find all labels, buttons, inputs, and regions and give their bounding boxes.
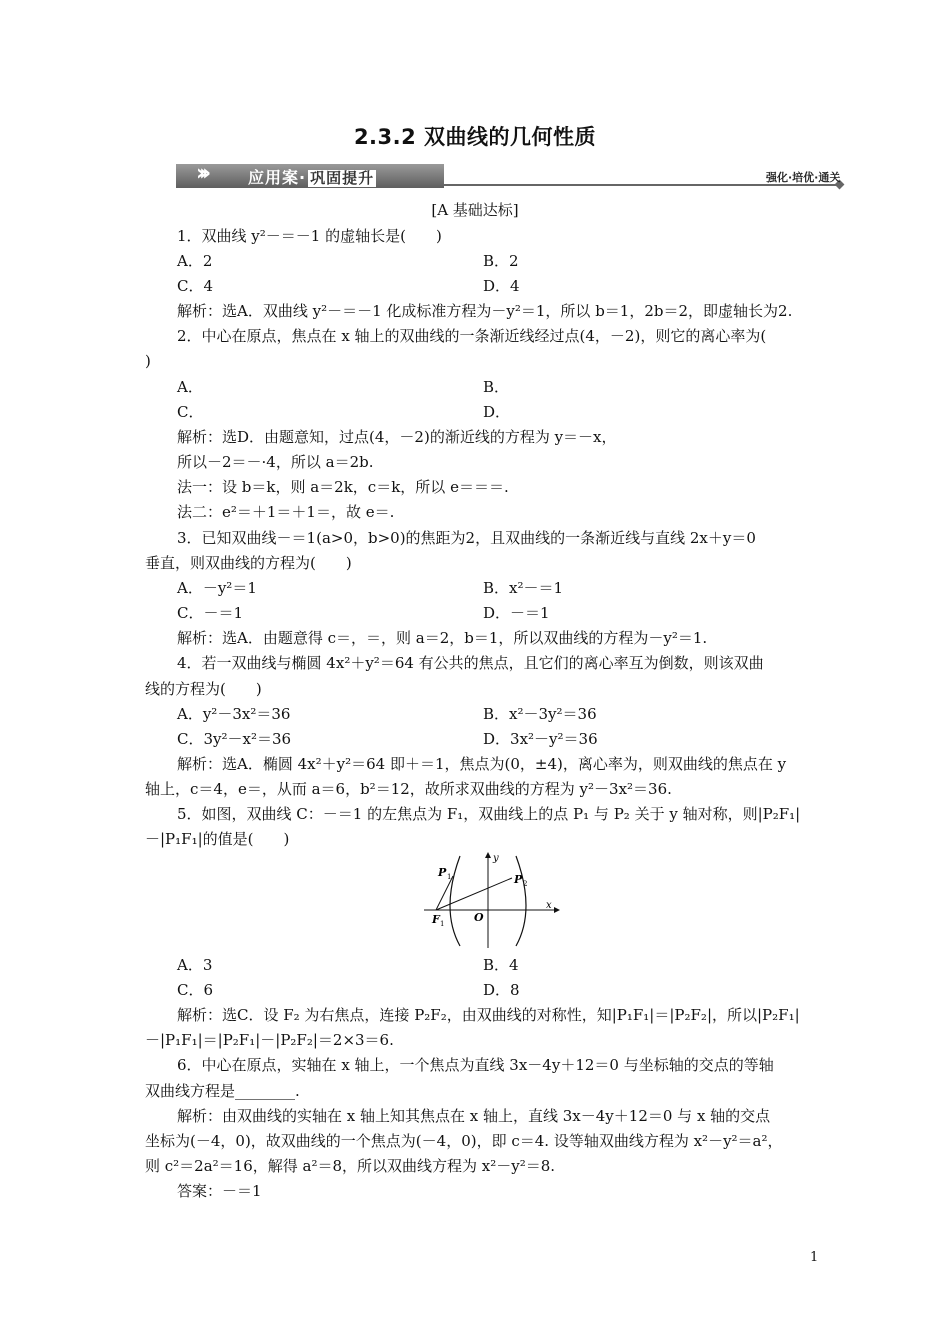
solution-text: 解析：选C．设 F₂ 为右焦点，连接 P₂F₂，由双曲线的对称性，知|P₁F₁|＝|P₂F₂|，所以|P₂F₁| (177, 1006, 800, 1024)
solution-text: 解析：选A．椭圆 4x²＋y²＝64 即＋＝1，焦点为(0，±4)，离心率为，则双曲线的焦点在 y (177, 755, 787, 773)
question-3: 3．已知双曲线－＝1(a>0，b>0)的焦距为2，且双曲线的一条渐近线与直线 2x＋y＝0 (177, 529, 756, 547)
option-c: C．－＝1 (177, 604, 244, 622)
question-6-cont: 双曲线方程是________. (145, 1082, 300, 1100)
section-heading: [A 基础达标] (431, 201, 519, 219)
question-6: 6．中心在原点，实轴在 x 轴上，一个焦点为直线 3x－4y＋12＝0 与坐标轴的交点的等轴 (177, 1056, 774, 1074)
question-5: 5．如图，双曲线 C：－＝1 的左焦点为 F₁，双曲线上的点 P₁ 与 P₂ 关于 y 轴对称，则|P₂F₁| (177, 805, 801, 823)
banner-tagline: 强化·培优·通关 (766, 171, 841, 184)
option-c: C． (177, 403, 204, 421)
segment-f1-p2 (436, 878, 512, 910)
option-c: C．4 (177, 277, 214, 295)
option-a: A． (177, 378, 203, 396)
x-axis-label: x (546, 900, 552, 911)
question-4: 4．若一双曲线与椭圆 4x²＋y²＝64 有公共的焦点，且它们的离心率互为倒数，则该双曲 (177, 654, 764, 672)
option-d: D．8 (483, 981, 520, 999)
option-a: A．y²－3x²＝36 (177, 705, 291, 723)
solution-text: 解析：选A．双曲线 y²－＝－1 化成标准方程为－y²＝1，所以 b＝1，2b＝2，即虚轴长为2. (177, 302, 793, 320)
solution-text: 法一：设 b＝k，则 a＝2k，c＝k，所以 e＝＝＝. (177, 478, 509, 496)
option-b: B． (483, 378, 510, 396)
option-d: D．－＝1 (483, 604, 550, 622)
option-a: A．2 (177, 252, 213, 270)
solution-text: 法二：e²＝＋1＝＋1＝，故 e＝. (177, 503, 395, 521)
solution-text: 解析：选A．由题意得 c＝，＝，则 a＝2，b＝1，所以双曲线的方程为－y²＝1. (177, 629, 708, 647)
question-1: 1．双曲线 y²－＝－1 的虚轴长是( ) (177, 227, 442, 245)
option-a: A．3 (177, 956, 213, 974)
option-b: B．x²－＝1 (483, 579, 564, 597)
banner-label: 应用案· 巩固提升 (248, 168, 375, 187)
point-f1-subscript: 1 (440, 920, 445, 928)
solution-text: 解析：由双曲线的实轴在 x 轴上知其焦点在 x 轴上，直线 3x－4y＋12＝0 与 x 轴的交点 (177, 1107, 771, 1125)
option-b: B．4 (483, 956, 519, 974)
option-c: C．6 (177, 981, 214, 999)
answer-text: 答案：－＝1 (177, 1182, 262, 1200)
page-number: 1 (810, 1250, 819, 1265)
y-axis-label: y (493, 853, 499, 864)
point-p2-subscript: 2 (523, 880, 528, 888)
origin-label: O (474, 911, 484, 924)
point-p1-label: P (438, 866, 447, 879)
question-2-cont: ) (145, 352, 151, 370)
question-3-cont: 垂直，则双曲线的方程为( ) (145, 554, 352, 572)
hyperbola-right-branch (516, 856, 526, 946)
option-b: B．2 (483, 252, 519, 270)
hyperbola-figure (420, 850, 560, 950)
section-banner (176, 161, 841, 189)
point-f1-label: F (432, 913, 440, 926)
question-5-cont: －|P₁F₁|的值是( ) (145, 830, 290, 848)
solution-text: 所以－2＝－·4，所以 a＝2b. (177, 453, 374, 471)
option-d: D．3x²－y²＝36 (483, 730, 598, 748)
solution-text: －|P₁F₁|＝|P₂F₁|－|P₂F₂|＝2×3＝6. (145, 1031, 394, 1049)
solution-text: 轴上，c＝4，e＝，从而 a＝6，b²＝12，故所求双曲线的方程为 y²－3x²＝36. (145, 780, 672, 798)
question-2: 2．中心在原点，焦点在 x 轴上的双曲线的一条渐近线经过点(4，－2)，则它的离心率为( (177, 327, 767, 345)
solution-text: 则 c²＝2a²＝16，解得 a²＝8，所以双曲线方程为 x²－y²＝8. (145, 1157, 556, 1175)
x-axis-arrow-icon (554, 907, 560, 913)
chevron-right-icon: ››› (196, 161, 206, 186)
option-a: A．－y²＝1 (177, 579, 257, 597)
banner-label-boxed: 巩固提升 (310, 169, 375, 187)
point-p1-subscript: 1 (447, 873, 452, 881)
option-b: B．x²－3y²＝36 (483, 705, 597, 723)
option-c: C．3y²－x²＝36 (177, 730, 292, 748)
option-d: D．4 (483, 277, 520, 295)
page-title: 2.3.2 双曲线的几何性质 (353, 125, 597, 149)
question-4-cont: 线的方程为( ) (145, 680, 262, 698)
y-axis-arrow-icon (485, 852, 491, 858)
solution-text: 坐标为(－4，0)，故双曲线的一个焦点为(－4，0)，即 c＝4. 设等轴双曲线方程为 x²－y²＝a²， (145, 1132, 783, 1150)
solution-text: 解析：选D．由题意知，过点(4，－2)的渐近线的方程为 y＝－x， (177, 428, 617, 446)
option-d: D． (483, 403, 511, 421)
point-p2-label: P (514, 873, 523, 886)
